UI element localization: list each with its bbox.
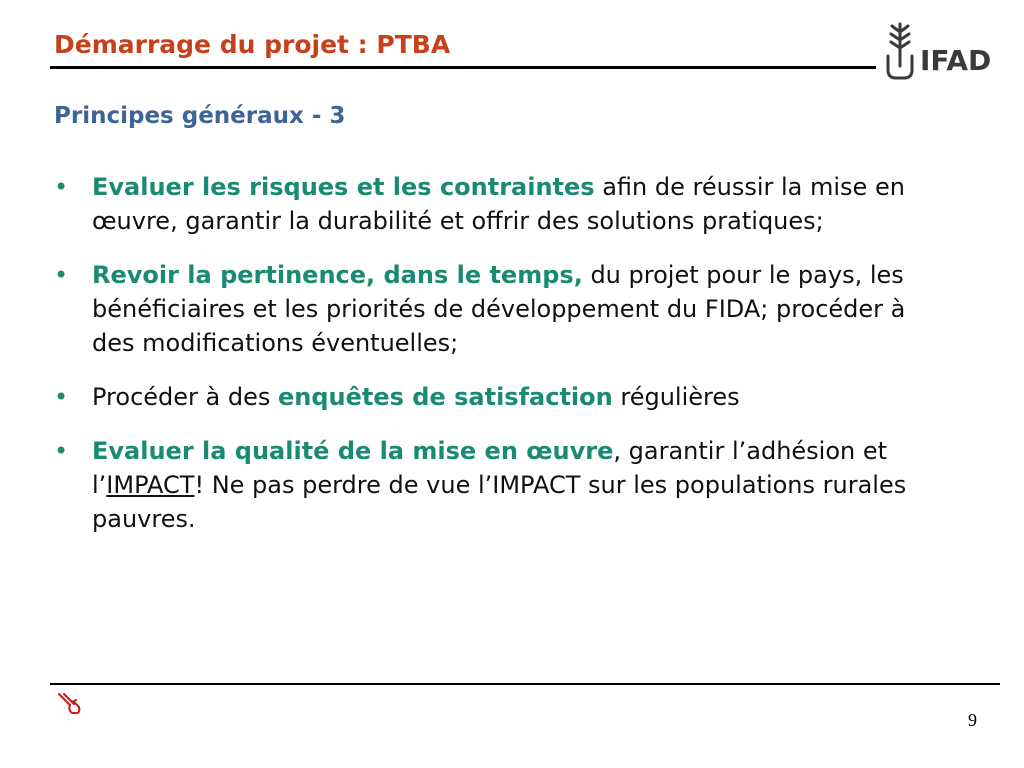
title-divider: [50, 66, 876, 69]
bullet-item: [54, 434, 954, 536]
bullet-item: [54, 258, 954, 360]
bullet-text-end: ! Ne pas perdre de vue l’IMPACT sur les populations rurales pauvres.: [92, 471, 907, 533]
page-number: 9: [968, 710, 977, 730]
bullet-item: [54, 170, 954, 238]
slide-title: Démarrage du projet : PTBA: [54, 30, 451, 59]
bullet-item: [54, 380, 954, 414]
logo-text: IFAD: [920, 44, 992, 77]
bullet-highlight: enquêtes de satisfaction: [278, 383, 613, 411]
bullet-text: afin de réussir la mise en œuvre, garantir la durabilité et offrir des solutions pratiques;: [92, 173, 905, 235]
bullet-highlight: Revoir la pertinence, dans le temps,: [92, 261, 583, 289]
bullet-dot: •: [54, 383, 69, 411]
bullet-text: , garantir l’adhésion et l’: [92, 437, 888, 499]
bullet-text: régulières: [612, 383, 740, 411]
bullet-dot: •: [54, 261, 69, 289]
bullet-dot: •: [54, 437, 69, 465]
bullet-text: du projet pour le pays, les bénéficiaires et les priorités de développement du FIDA; procéder à des modifications éventuelles;: [92, 261, 906, 357]
bullet-dot: •: [54, 173, 69, 201]
bullet-text-prefix: Procéder à des: [92, 383, 278, 411]
bullet-list: [54, 170, 954, 556]
pointing-hand-icon: [56, 690, 82, 716]
impact-underlined: IMPACT: [106, 471, 195, 499]
footer-divider: [50, 683, 1000, 685]
bullet-highlight: Evaluer les risques et les contraintes: [92, 173, 595, 201]
bullet-highlight: Evaluer la qualité de la mise en œuvre: [92, 437, 614, 465]
slide-subtitle: Principes généraux - 3: [54, 103, 346, 129]
